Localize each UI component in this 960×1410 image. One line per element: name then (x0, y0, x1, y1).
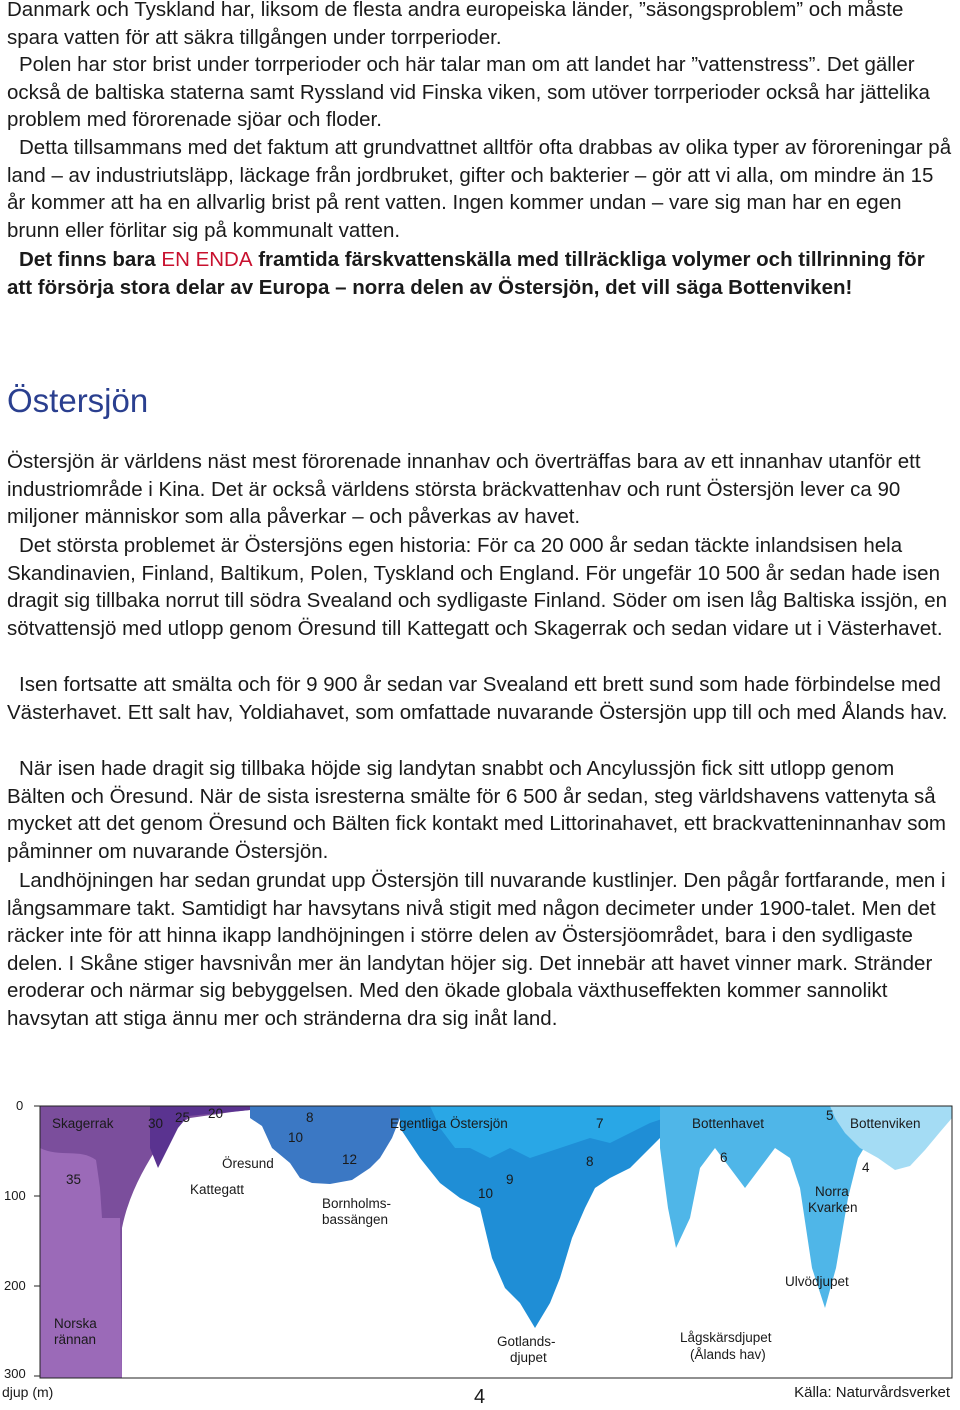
label-kvarken: Kvarken (808, 1200, 858, 1215)
salinity-30: 30 (148, 1116, 164, 1131)
label-gotland-1: Gotlands- (497, 1334, 556, 1349)
salinity-12: 12 (342, 1152, 358, 1167)
label-bornholm-2: bassängen (322, 1212, 389, 1227)
label-kattegatt: Kattegatt (190, 1182, 245, 1197)
salinity-20: 20 (208, 1106, 224, 1121)
intro-paragraph-1 (7, 0, 953, 51)
label-egentliga: Egentliga Östersjön (390, 1116, 508, 1131)
salinity-10-a: 10 (288, 1130, 304, 1145)
section-p2-text: Det största problemet är Östersjöns egen historia: För ca 20 000 år sedan täckte inlandsisen hela Skandinavien, Finland, Baltikum, Polen, Tyskland och England. För ungefär 10 500 år sedan hade isen dragit sig tillbaka norrut till södra Svealand och sydligaste Finland. Söder om isen låg Baltiska issjön, en sötvattensjö med utlopp genom Öresund till Kattegatt och Skagerrak och sedan vidare ut i Västerhavet. (7, 534, 948, 640)
intro-paragraph-2 (7, 51, 953, 134)
label-gotland-2: djupet (510, 1350, 547, 1365)
label-ulvodjupet: Ulvödjupet (785, 1274, 849, 1289)
section-paragraph-5 (7, 867, 953, 1033)
intro-p4-lead: Det finns bara (19, 248, 162, 271)
label-bornholm-1: Bornholms- (322, 1196, 392, 1211)
salinity-25: 25 (175, 1110, 191, 1125)
label-norska-1: Norska (54, 1316, 97, 1331)
intro-p2-text: Polen har stor brist under torrperioder och här talar man om att landet har ”vattenstress”. Det gäller också de baltiska staterna samt Ryssland vid Finska viken, som utöver torrperioder också har jättelika problem med förorenade sjöar och floder. (7, 53, 930, 132)
salinity-6: 6 (720, 1150, 728, 1165)
section-p3-text: Isen fortsatte att smälta och för 9 900 år sedan var Svealand ett brett sund som hade förbindelse med Västerhavet. Ett salt hav, Yoldiahavet, som omfattade nuvarande Östersjön upp till och med Ålands hav. (7, 673, 948, 724)
salinity-9: 9 (506, 1172, 514, 1187)
label-bottenviken: Bottenviken (850, 1116, 921, 1131)
label-norska-2: rännan (54, 1332, 97, 1347)
section-paragraph-3 (7, 671, 953, 726)
page-number: 4 (474, 1386, 486, 1408)
depth-unit-label: djup (m) (2, 1384, 54, 1400)
section-p5-text: Landhöjningen har sedan grundat upp Östersjön till nuvarande kustlinjer. Den pågår fortfarande, men i långsammare takt. Samtidigt har havsytans nivå stigit med någon decimeter under 1900-talet. Men det räcker inte för att hinna ikapp landhöjningen i större delen av Östersjöområdet, bara i den sydligaste delen. I Skåne stiger havsnivån mer än landytan höjer sig. Det innebär att havet vinner mark. Stränder eroderar och närmar sig bebyggelsen. Med den ökade globala växthuseffekten kommer sannolikt havsytan att stiga ännu mer och stränderna dra sig inåt land. (7, 869, 946, 1030)
section-paragraph-1 (7, 448, 953, 531)
tick-label-100: 100 (4, 1188, 26, 1203)
section-p4-text: När isen hade dragit sig tillbaka höjde sig landytan snabbt och Ancylussjön fick sitt utlopp genom Bälten och Öresund. När de sista isresterna smälte för 6 500 år sedan, steg världshavens vattenyta så mycket att det genom Öresund och Bälten fick kontakt med Littorinahavet, ett brackvatteninnanhav som påminner om nuvarande Östersjön. (7, 757, 946, 863)
label-oresund: Öresund (222, 1156, 274, 1171)
tick-label-300: 300 (4, 1366, 26, 1381)
intro-p4-rest: framtida färskvattenskälla med tillräckliga volymer och tillrinning för att försörja stora delar av Europa – norra delen av Östersjön, det vill säga Bottenviken! (7, 248, 925, 299)
intro-paragraph-3 (7, 134, 953, 244)
label-lagskar-1: Lågskärsdjupet (680, 1330, 772, 1345)
en-enda-highlight: EN ENDA (161, 248, 253, 271)
tick-label-200: 200 (4, 1278, 26, 1293)
section-paragraph-2 (7, 532, 953, 642)
salinity-5: 5 (826, 1108, 834, 1123)
salinity-7: 7 (596, 1116, 604, 1131)
section-heading: Östersjön (7, 382, 149, 419)
source-credit: Källa: Naturvårdsverket (794, 1384, 950, 1401)
label-bottenhavet: Bottenhavet (692, 1116, 765, 1131)
tick-label-0: 0 (16, 1098, 24, 1113)
salinity-35: 35 (66, 1172, 82, 1187)
label-norra: Norra (815, 1184, 849, 1199)
label-skagerrak: Skagerrak (52, 1116, 114, 1131)
intro-p1-text: Danmark och Tyskland har, liksom de flesta andra europeiska länder, ”säsongsproblem” och måste spara vatten för att säkra tillgången under torrperioder. (7, 0, 904, 49)
salinity-8-a: 8 (306, 1110, 314, 1125)
salinity-10-b: 10 (478, 1186, 494, 1201)
section-p1-text: Östersjön är världens näst mest förorenade innanhav och överträffas bara av ett innanhav utanför ett industriområde i Kina. Det är också världens största bräckvattenhav och runt Östersjön lever ca 90 miljoner människor som alla påverkar – och påverkas av havet. (7, 450, 921, 529)
salinity-8-b: 8 (586, 1154, 594, 1169)
label-lagskar-2: (Ålands hav) (690, 1347, 766, 1362)
salinity-4: 4 (862, 1160, 870, 1175)
intro-paragraph-4 (7, 246, 953, 301)
baltic-depth-profile (0, 1088, 960, 1388)
intro-p3-text: Detta tillsammans med det faktum att grundvattnet alltför ofta drabbas av olika typer av föroreningar på land – av industriutsläpp, läckage från jordbruket, gifter och bakterier – gör att vi alla, om mindre än 15 år kommer att ha en allvarlig brist på rent vatten. Ingen kommer undan – vare sig man har en egen brunn eller förlitar sig på kommunalt vatten. (7, 136, 952, 242)
section-paragraph-4 (7, 755, 953, 865)
